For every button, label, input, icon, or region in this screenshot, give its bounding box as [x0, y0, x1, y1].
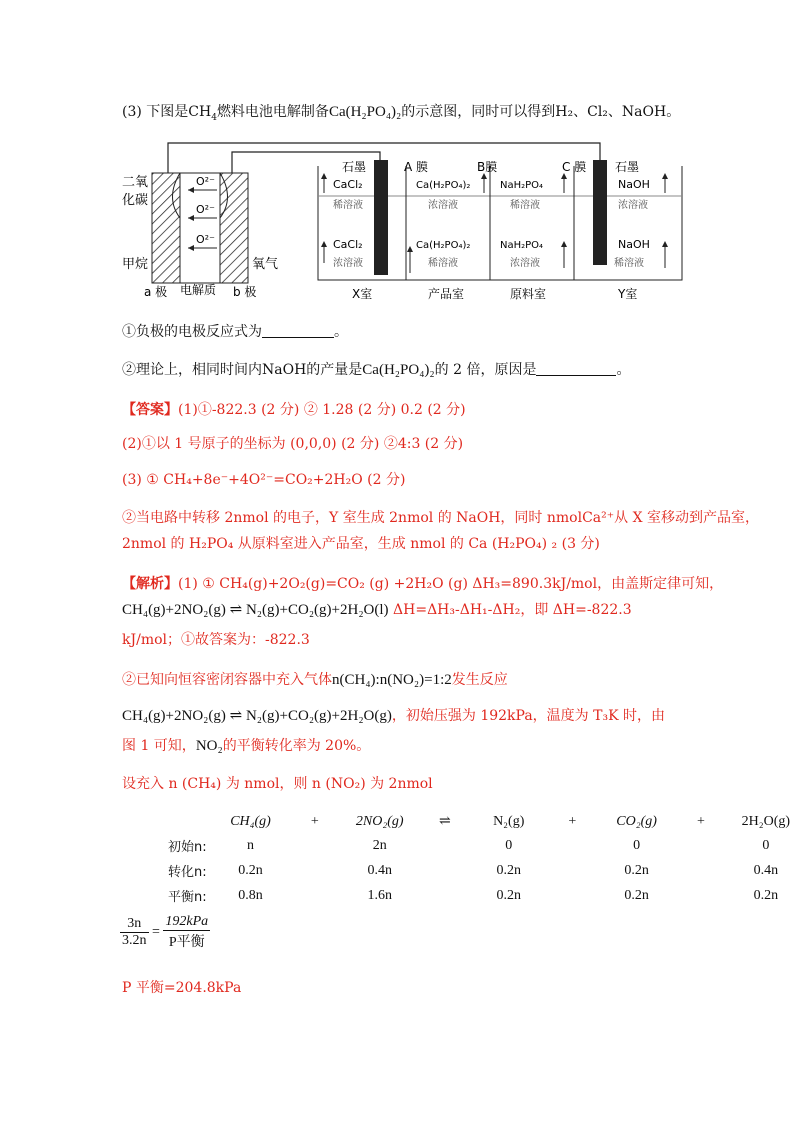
svg-text:浓溶液: 浓溶液 [510, 258, 540, 269]
formula-ca-h2po4: Ca(H₂PO₄)₂ [328, 104, 402, 120]
svg-text:NaH₂PO₄: NaH₂PO₄ [500, 240, 544, 251]
label-membrane-b: B膜 [477, 160, 498, 174]
svg-text:浓溶液: 浓溶液 [618, 200, 648, 211]
electrolysis-diagram [0, 138, 800, 318]
analysis-eq-2: CH₄(g)+2NO₂(g) ⇌ N₂(g)+CO₂(g)+2H₂O(g)，初始压强为 192kPa，温度为 T₃K 时，由 [122, 708, 665, 724]
svg-text:CaCl₂: CaCl₂ [333, 178, 363, 191]
electrode-a [152, 173, 180, 283]
analysis-line-3: kJ/mol；①故答案为：-822.3 [122, 632, 310, 648]
answer-line-3: (3) ① CH₄+8e⁻+4O²⁻=CO₂+2H₂O (2 分) [122, 472, 406, 488]
answer-line-1: 【答案】(1)①-822.3 (2 分) ② 1.28 (2 分) 0.2 (2 分) [122, 402, 466, 418]
label-electrode-b: b 极 [233, 285, 257, 299]
svg-text:稀溶液: 稀溶液 [510, 200, 540, 211]
svg-text:稀溶液: 稀溶液 [428, 258, 458, 269]
svg-text:CaCl₂: CaCl₂ [333, 238, 363, 251]
ice-row-initial: 初始n: n 2n 0 0 0 [168, 837, 770, 855]
ice-header-row: CH₄(g) + 2NO₂(g) ⇌ N₂(g) + CO₂(g) + 2H₂O(g) [230, 813, 791, 829]
analysis-line-6: 图 1 可知，NO₂的平衡转化率为 20%。 [122, 738, 371, 754]
svg-text:稀溶液: 稀溶液 [333, 200, 363, 211]
graphite-electrode-left [374, 160, 388, 275]
label-membrane-a: A 膜 [404, 160, 429, 174]
svg-text:Ca(H₂PO₄)₂: Ca(H₂PO₄)₂ [416, 180, 471, 191]
answer-line-4: ②当电路中转移 2nmol 的电子，Y 室生成 2nmol 的 NaOH，同时 nmolCa²⁺从 X 室移动到产品室， [122, 510, 760, 526]
analysis-line-4: ②已知向恒容密闭容器中充入气体n(CH₄):n(NO₂)=1:2发生反应 [122, 672, 508, 688]
label-electrode-a: a 极 [144, 285, 168, 299]
svg-text:浓溶液: 浓溶液 [333, 258, 363, 269]
o2-label-3: O²⁻ [196, 233, 215, 246]
graphite-electrode-right [593, 160, 607, 265]
room-x: X室 [352, 287, 373, 301]
room-raw: 原料室 [510, 287, 547, 301]
pressure-fraction: $\frac{3n}{3.2n}$ = 192kPa P平衡 [122, 914, 209, 950]
svg-text:稀溶液: 稀溶液 [614, 258, 644, 269]
o2-label-1: O²⁻ [196, 175, 215, 188]
analysis-line-7: 设充入 n (CH₄) 为 nmol，则 n (NO₂) 为 2nmol [122, 776, 433, 792]
answer-line-2: (2)①以 1 号原子的坐标为 (0,0,0) (2 分) ②4:3 (2 分) [122, 436, 464, 452]
result-line: P 平衡=204.8kPa [122, 980, 242, 996]
svg-text:NaOH: NaOH [618, 238, 650, 251]
answer-line-5: 2nmol 的 H₂PO₄ 从原料室进入产品室，生成 nmol 的 Ca (H₂PO₄) ₂ (3 分) [122, 536, 600, 552]
gas-co2-1: 二氧 [122, 175, 149, 190]
electrode-b [220, 173, 248, 283]
svg-text:NaOH: NaOH [618, 178, 650, 191]
svg-text:浓溶液: 浓溶液 [428, 200, 458, 211]
svg-text:Ca(H₂PO₄)₂: Ca(H₂PO₄)₂ [416, 240, 471, 251]
label-graphite-left: 石墨 [342, 160, 367, 174]
q3-sub1: ①负极的电极反应式为 。 [122, 324, 348, 340]
analysis-line-1: 【解析】(1) ① CH₄(g)+2O₂(g)=CO₂ (g) +2H₂O (g) ΔH₃=890.3kJ/mol，由盖斯定律可知， [122, 576, 724, 592]
gas-co2-2: 化碳 [122, 193, 149, 208]
ice-row-equilibrium: 平衡n: 0.8n 1.6n 0.2n 0.2n 0.2n [168, 887, 779, 905]
answer-blank-1 [262, 323, 334, 338]
answer-blank-2 [536, 361, 616, 376]
ice-table [168, 810, 800, 908]
q3-intro: (3) 下图是$CH_4$燃料电池电解制备Ca(H₂PO₄)₂的示意图，同时可以得到H₂、Cl₂、NaOH。 [122, 104, 681, 123]
o2-label-2: O²⁻ [196, 203, 215, 216]
room-y: Y室 [618, 287, 638, 301]
gas-oxygen: 氧气 [252, 257, 279, 272]
label-graphite-right: 石墨 [615, 160, 640, 174]
gas-methane: 甲烷 [122, 257, 149, 272]
room-product: 产品室 [428, 287, 465, 301]
label-membrane-c: C 膜 [562, 160, 587, 174]
label-electrolyte: 电解质 [180, 283, 217, 297]
q3-sub2: ②理论上，相同时间内NaOH的产量是Ca(H₂PO₄)₂的 2 倍，原因是 。 [122, 362, 631, 378]
ice-row-change: 转化n: 0.2n 0.4n 0.2n 0.2n 0.4n [168, 862, 779, 880]
svg-text:NaH₂PO₄: NaH₂PO₄ [500, 180, 544, 191]
analysis-eq-1: CH₄(g)+2NO₂(g) ⇌ N₂(g)+CO₂(g)+2H₂O(l) ΔH=ΔH₃-ΔH₁-ΔH₂，即 ΔH=-822.3 [122, 602, 632, 618]
